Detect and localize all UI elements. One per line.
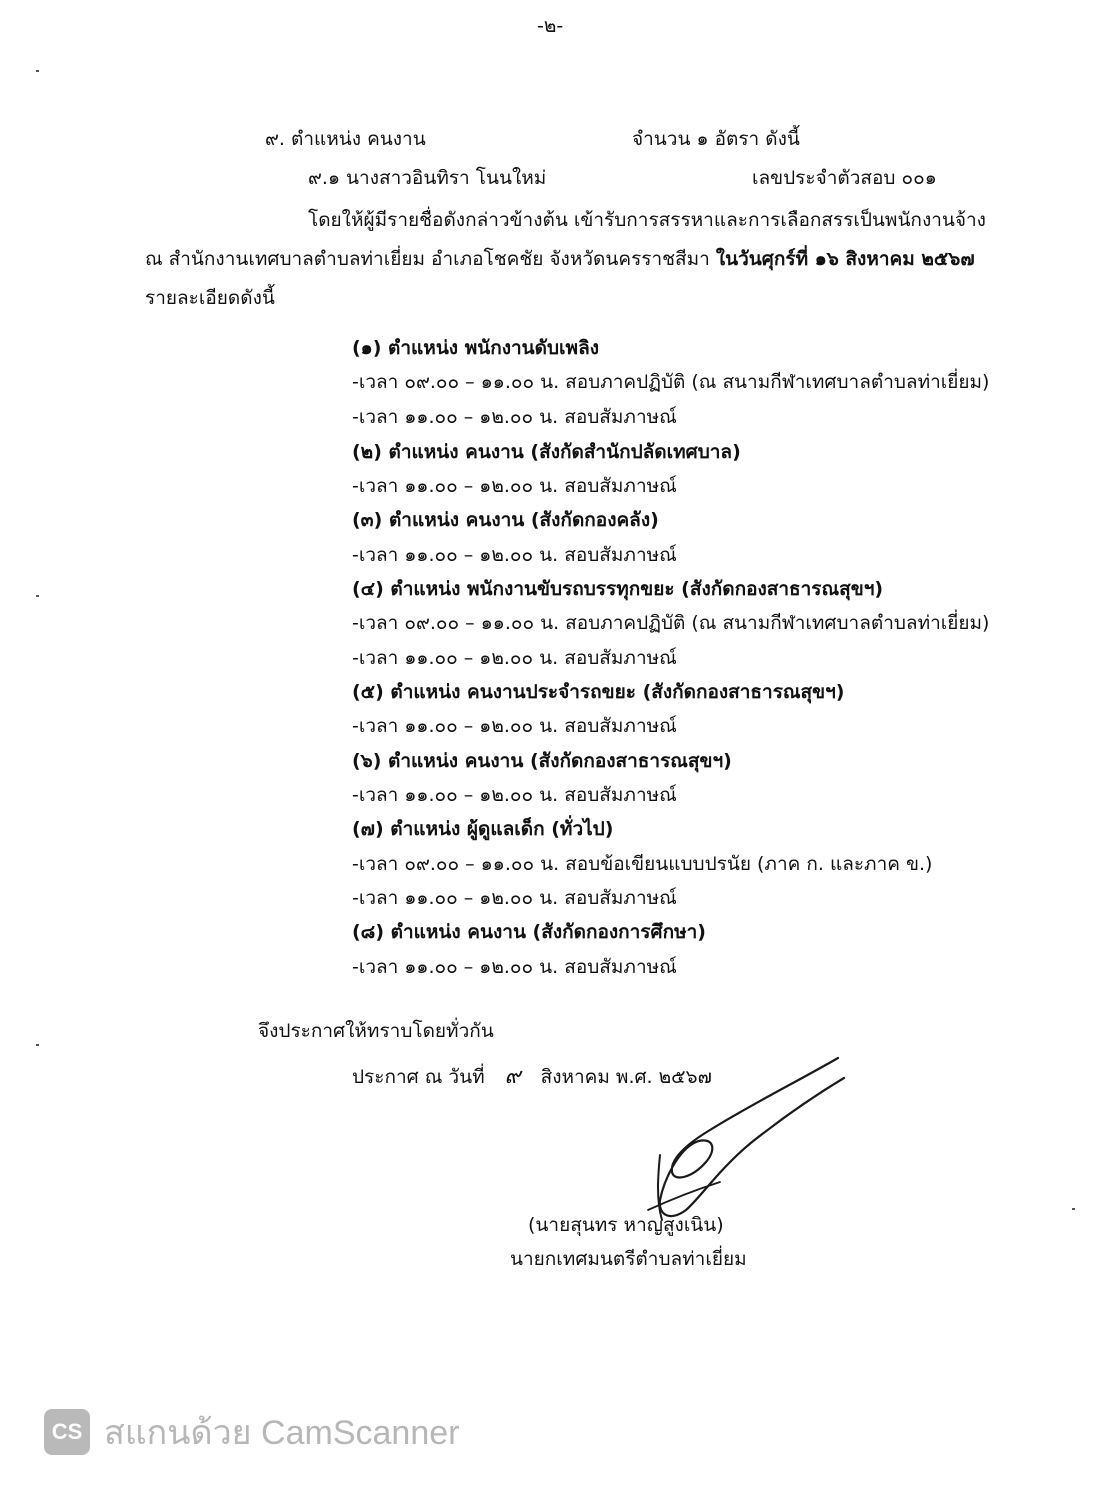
camscanner-watermark <box>44 1408 459 1456</box>
closing-text: จึงประกาศให้ทราบโดยทั่วกัน <box>258 1020 494 1042</box>
schedule-item: -เวลา ๑๑.๐๐ – ๑๒.๐๐ น. สอบสัมภาษณ์ <box>352 887 677 909</box>
watermark-text: สแกนด้วย CamScanner <box>104 1414 460 1452</box>
body-line-3: รายละเอียดดังนี้ <box>145 287 275 309</box>
schedule-item: -เวลา ๑๑.๐๐ – ๑๒.๐๐ น. สอบสัมภาษณ์ <box>352 715 677 737</box>
schedule-item: -เวลา ๑๑.๐๐ – ๑๒.๐๐ น. สอบสัมภาษณ์ <box>352 475 677 497</box>
schedule-item: -เวลา ๑๑.๐๐ – ๑๒.๐๐ น. สอบสัมภาษณ์ <box>352 956 677 978</box>
scan-speck <box>1072 1208 1075 1210</box>
body-line-1: โดยให้ผู้มีรายชื่อดังกล่าวข้างต้น เข้ารับการสรรหาและการเลือกสรรเป็นพนักงานจ้าง <box>308 209 986 231</box>
exam-date: ในวันศุกร์ที่ ๑๖ สิงหาคม ๒๕๖๗ <box>715 248 975 270</box>
position9-count: จำนวน ๑ อัตรา ดังนี้ <box>632 128 800 150</box>
announce-prefix: ประกาศ ณ วันที่ <box>352 1066 485 1088</box>
schedule-item: -เวลา ๑๑.๐๐ – ๑๒.๐๐ น. สอบสัมภาษณ์ <box>352 784 677 806</box>
page-number: -๒- <box>537 15 564 37</box>
scan-speck <box>36 595 39 597</box>
schedule-heading-6: (๖) ตำแหน่ง คนงาน (สังกัดกองสาธารณสุขฯ) <box>352 750 732 772</box>
body-line-2 <box>145 247 975 271</box>
schedule-item: -เวลา ๑๑.๐๐ – ๑๒.๐๐ น. สอบสัมภาษณ์ <box>352 647 677 669</box>
schedule-item: -เวลา ๑๑.๐๐ – ๑๒.๐๐ น. สอบสัมภาษณ์ <box>352 544 677 566</box>
schedule-item: -เวลา ๑๑.๐๐ – ๑๒.๐๐ น. สอบสัมภาษณ์ <box>352 406 677 428</box>
announce-day: ๙ <box>504 1064 521 1089</box>
body-line-2-text: ณ สำนักงานเทศบาลตำบลท่าเยี่ยม อำเภอโชคชัย จังหวัดนครราชสีมา <box>145 248 716 270</box>
signatory-name: (นายสุนทร หาญสูงเนิน) <box>528 1214 724 1236</box>
schedule-item: -เวลา ๐๙.๐๐ – ๑๑.๐๐ น. สอบข้อเขียนแบบปรนัย (ภาค ก. และภาค ข.) <box>352 853 933 875</box>
signatory-title: นายกเทศมนตรีตำบลท่าเยี่ยม <box>510 1248 747 1270</box>
schedule-item: -เวลา ๐๙.๐๐ – ๑๑.๐๐ น. สอบภาคปฏิบัติ (ณ สนามกีฬาเทศบาลตำบลท่าเยี่ยม) <box>352 371 990 393</box>
candidate-name: ๙.๑ นางสาวอินทิรา โนนใหม่ <box>308 167 547 189</box>
schedule-item: -เวลา ๐๙.๐๐ – ๑๑.๐๐ น. สอบภาคปฏิบัติ (ณ สนามกีฬาเทศบาลตำบลท่าเยี่ยม) <box>352 612 990 634</box>
announce-month-year: สิงหาคม พ.ศ. ๒๕๖๗ <box>540 1066 712 1088</box>
schedule-heading-8: (๘) ตำแหน่ง คนงาน (สังกัดกองการศึกษา) <box>352 921 706 943</box>
position9-title: ๙. ตำแหน่ง คนงาน <box>265 128 426 150</box>
schedule-heading-5: (๕) ตำแหน่ง คนงานประจำรถขยะ (สังกัดกองสาธารณสุขฯ) <box>352 681 845 703</box>
candidate-id: เลขประจำตัวสอบ ๐๐๑ <box>752 167 937 189</box>
scan-speck <box>36 70 39 72</box>
schedule-heading-4: (๔) ตำแหน่ง พนักงานขับรถบรรทุกขยะ (สังกัดกองสาธารณสุขฯ) <box>352 578 884 600</box>
schedule-heading-3: (๓) ตำแหน่ง คนงาน (สังกัดกองคลัง) <box>352 509 659 531</box>
schedule-heading-1: (๑) ตำแหน่ง พนักงานดับเพลิง <box>352 337 599 359</box>
scan-speck <box>36 1044 39 1046</box>
schedule-heading-7: (๗) ตำแหน่ง ผู้ดูแลเด็ก (ทั่วไป) <box>352 818 614 840</box>
camscanner-logo-icon: CS <box>44 1409 90 1455</box>
schedule-heading-2: (๒) ตำแหน่ง คนงาน (สังกัดสำนักปลัดเทศบาล) <box>352 441 741 463</box>
